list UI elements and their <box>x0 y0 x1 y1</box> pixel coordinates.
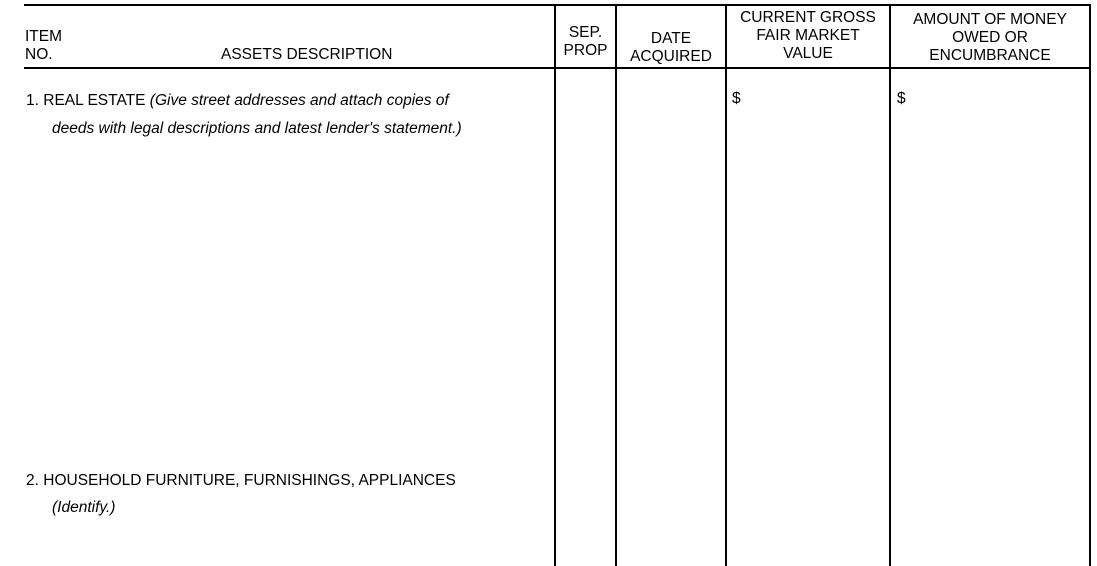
header-fair-market-value <box>727 9 889 63</box>
header-item-no-line1: ITEM <box>25 28 63 45</box>
header-item-no <box>25 28 62 64</box>
row-2-number: 2. <box>26 472 39 489</box>
row-real-estate <box>26 92 449 110</box>
table-right-border <box>1089 5 1091 566</box>
row-1-number: 1. <box>26 92 39 109</box>
row-1-note-line1: (Give street addresses and attach copies of <box>149 92 449 109</box>
row-1-fmv-dollar: $ <box>732 90 741 107</box>
header-item-no-line2: NO. <box>25 46 53 63</box>
header-date-acquired <box>617 30 725 66</box>
row-1-owed-dollar: $ <box>897 90 906 107</box>
column-divider-sep-prop <box>615 5 617 566</box>
column-divider-date-acquired <box>725 5 727 566</box>
header-fmv-line3: VALUE <box>783 45 833 62</box>
header-owed-line2: OWED OR <box>952 29 1028 46</box>
header-fmv-line2: FAIR MARKET <box>756 27 860 44</box>
header-date-acquired-line1: DATE <box>650 30 692 47</box>
row-2-label: HOUSEHOLD FURNITURE, FURNISHINGS, APPLIANCES <box>43 472 456 489</box>
header-date-acquired-line2: ACQUIRED <box>630 48 712 65</box>
header-amount-owed <box>891 11 1089 65</box>
header-owed-line1: AMOUNT OF MONEY <box>913 11 1067 28</box>
header-sep-prop <box>556 24 615 60</box>
header-sep-prop-line2: PROP <box>563 42 608 59</box>
row-1-label: REAL ESTATE <box>43 92 146 109</box>
column-divider-fmv <box>889 5 891 566</box>
row-2-note-line1: (Identify.) <box>52 499 116 516</box>
row-household-furniture <box>26 472 456 490</box>
header-bottom-border <box>24 67 1091 69</box>
header-sep-prop-line1: SEP. <box>568 24 603 41</box>
table-top-border <box>24 4 1091 6</box>
row-1-note-line2: deeds with legal descriptions and latest lender's statement.) <box>52 120 462 137</box>
column-divider-description <box>554 5 556 566</box>
header-assets-description: ASSETS DESCRIPTION <box>221 46 393 63</box>
header-owed-line3: ENCUMBRANCE <box>929 47 1051 64</box>
header-fmv-line1: CURRENT GROSS <box>740 9 876 26</box>
